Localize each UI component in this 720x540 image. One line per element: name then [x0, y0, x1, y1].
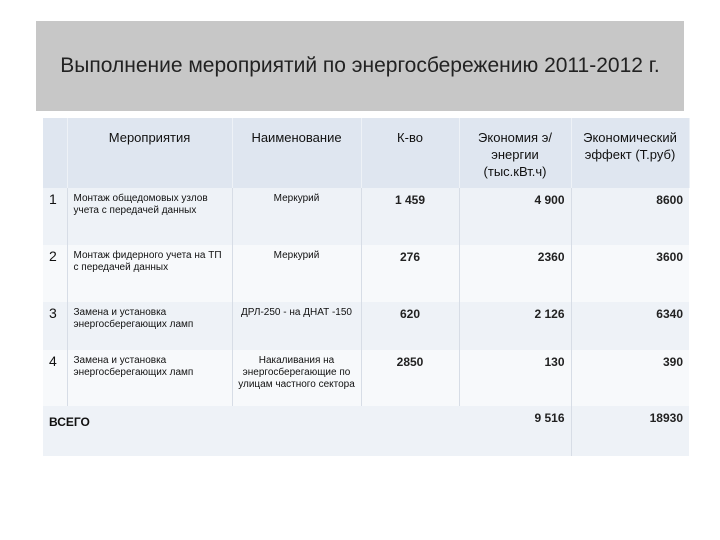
slide-title-bar [36, 21, 684, 111]
row-event: Монтаж общедомовых узлов учета с передачей данных [67, 188, 232, 245]
total-label: ВСЕГО [49, 415, 90, 429]
row-event: Монтаж фидерного учета на ТП с передачей данных [67, 245, 232, 302]
header-name-label: Наименование [251, 130, 342, 145]
row-energy-saving: 2360 [459, 245, 571, 302]
header-energy-saving-label: Экономия э/энергии (тыс.кВт.ч) [478, 130, 552, 179]
row-name: ДРЛ-250 - на ДНАТ -150 [232, 302, 361, 350]
total-economic-effect: 18930 [649, 411, 683, 425]
header-economic-effect [571, 118, 689, 188]
header-number [43, 118, 67, 188]
row-energy-saving: 2 126 [459, 302, 571, 350]
table-row [43, 350, 689, 406]
row-energy-saving: 4 900 [459, 188, 571, 245]
header-energy-saving [459, 118, 571, 188]
row-quantity: 276 [361, 245, 459, 302]
header-event [67, 118, 232, 188]
row-name: Меркурий [232, 245, 361, 302]
table-row [43, 302, 689, 350]
header-name [232, 118, 361, 188]
row-number: 2 [43, 245, 67, 302]
energy-saving-table [43, 118, 690, 456]
row-event: Замена и установка энергосберегающих ламп [67, 302, 232, 350]
row-number: 4 [43, 350, 67, 406]
row-quantity: 1 459 [361, 188, 459, 245]
total-energy-saving: 9 516 [459, 406, 571, 456]
row-quantity: 620 [361, 302, 459, 350]
table-row [43, 245, 689, 302]
row-economic-effect: 8600 [656, 193, 683, 207]
row-economic-effect: 3600 [656, 250, 683, 264]
slide-title: Выполнение мероприятий по энергосбережению 2011-2012 г. [60, 54, 660, 77]
row-event: Замена и установка энергосберегающих ламп [67, 350, 232, 406]
header-quantity [361, 118, 459, 188]
table-row [43, 188, 689, 245]
row-name: Меркурий [232, 188, 361, 245]
row-economic-effect: 390 [662, 355, 683, 369]
row-number: 1 [43, 188, 67, 245]
total-row [43, 406, 689, 456]
row-name: Накаливания на энергосберегающие по улицам частного сектора [232, 350, 361, 406]
row-quantity: 2850 [361, 350, 459, 406]
header-economic-effect-label: Экономический эффект (Т.руб) [583, 130, 677, 162]
row-number: 3 [43, 302, 67, 350]
table-header-row [43, 118, 689, 188]
header-event-label: Мероприятия [108, 130, 191, 145]
row-energy-saving: 130 [459, 350, 571, 406]
row-economic-effect: 6340 [656, 307, 683, 321]
header-quantity-label: К-во [397, 130, 423, 145]
